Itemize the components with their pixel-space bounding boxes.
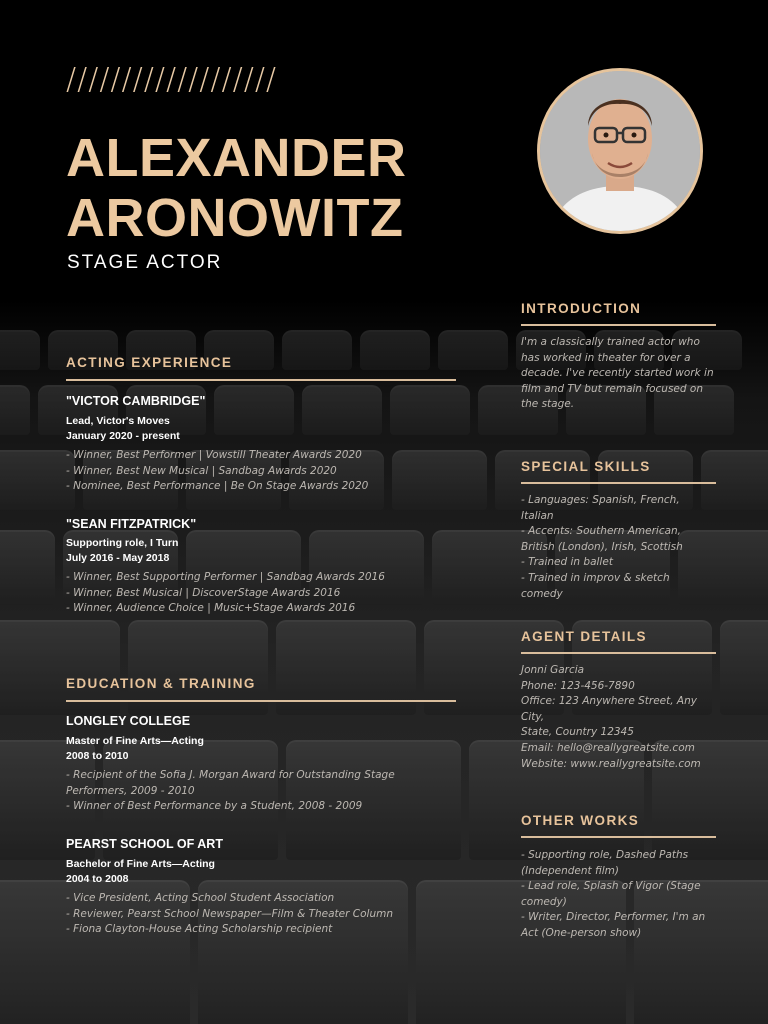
divider [521,482,716,484]
introduction-text [521,335,721,413]
slash-decoration: /////////////////// [66,62,278,97]
list-item: - Winner, Best Supporting Performer | Sandbag Awards 2016 [66,571,385,583]
list-item: comedy [521,587,563,600]
education-list [66,768,395,815]
list-item: (Independent film) [521,864,620,877]
agent-website: Website: www.reallygreatsite.com [521,757,701,770]
other-works-heading: OTHER WORKS [521,813,640,828]
role-details [66,536,178,566]
list-item: - Languages: Spanish, French, [521,494,680,506]
list-item: British (London), Irish, Scottish [521,540,683,553]
name-line-2: ARONOWITZ [66,188,404,248]
list-item: - Accents: Southern American, [521,525,682,538]
list-item: - Winner, Best New Musical | Sandbag Awards 2020 [66,464,337,477]
awards-list [66,570,385,617]
candidate-name [66,128,407,248]
person-portrait-icon [540,71,700,231]
list-item: - Nominee, Best Performance | Be On Stage Awards 2020 [66,480,369,493]
list-item: Italian [521,509,554,522]
name-line-1: ALEXANDER [66,128,407,188]
role-dates: January 2020 - present [66,430,180,442]
divider [521,652,716,654]
agent-phone: Phone: 123-456-7890 [521,679,635,692]
text-line: decade. I've recently started work in [521,367,714,380]
divider [521,324,716,326]
list-item: - Fiona Clayton-House Acting Scholarship recipient [66,923,333,936]
skills-list [521,493,721,602]
text-line: has worked in theater for over a [521,351,691,364]
text-line: film and TV but remain focused on [521,382,703,395]
list-item: - Reviewer, Pearst School Newspaper—Film & Theater Column [66,907,393,920]
list-item: - Vice President, Acting School Student Association [66,892,335,904]
role-title: "SEAN FITZPATRICK" [66,517,197,531]
list-item: - Winner, Audience Choice | Music+Stage Awards 2016 [66,602,356,615]
school-name: PEARST SCHOOL OF ART [66,837,223,851]
special-skills-heading: SPECIAL SKILLS [521,459,651,474]
education-heading: EDUCATION & TRAINING [66,676,256,691]
divider [66,379,456,381]
list-item: Performers, 2009 - 2010 [66,784,195,797]
list-item: comedy) [521,895,567,908]
profile-photo [537,68,703,234]
degree-details [66,857,215,887]
agent-office: Office: 123 Anywhere Street, Any City, [521,695,697,723]
divider [66,700,456,702]
degree-dates: 2004 to 2008 [66,873,129,885]
agent-contact [521,663,721,772]
list-item: Act (One-person show) [521,926,642,939]
degree-details [66,734,204,764]
acting-experience-heading: ACTING EXPERIENCE [66,355,233,370]
text-line: the stage. [521,398,575,411]
agent-details-heading: AGENT DETAILS [521,629,647,644]
degree: Master of Fine Arts—Acting [66,735,204,747]
degree-dates: 2008 to 2010 [66,750,129,762]
list-item: - Winner, Best Performer | Vowstill Theater Awards 2020 [66,449,362,461]
role-production: Supporting role, I Turn [66,537,179,549]
list-item: - Lead role, Splash of Vigor (Stage [521,880,701,893]
list-item: - Supporting role, Dashed Paths [521,849,689,861]
list-item: - Winner, Best Musical | DiscoverStage Awards 2016 [66,586,341,599]
introduction-heading: INTRODUCTION [521,301,642,316]
role-title: "VICTOR CAMBRIDGE" [66,394,206,408]
other-works-list [521,848,721,942]
job-title: STAGE ACTOR [67,252,223,273]
list-item: - Trained in ballet [521,556,613,569]
agent-name: Jonni Garcia [521,664,585,676]
role-production: Lead, Victor's Moves [66,415,170,427]
list-item: - Writer, Director, Performer, I'm an [521,911,706,924]
role-details [66,414,180,444]
education-list [66,891,393,938]
list-item: - Winner of Best Performance by a Student, 2008 - 2009 [66,800,363,813]
divider [521,836,716,838]
agent-email: Email: hello@reallygreatsite.com [521,741,695,754]
list-item: - Trained in improv & sketch [521,571,670,584]
school-name: LONGLEY COLLEGE [66,714,191,728]
list-item: - Recipient of the Sofia J. Morgan Award for Outstanding Stage [66,769,395,781]
agent-office-line-2: State, Country 12345 [521,726,634,739]
degree: Bachelor of Fine Arts—Acting [66,858,215,870]
role-dates: July 2016 - May 2018 [66,552,170,564]
awards-list [66,448,368,495]
text-line: I'm a classically trained actor who [521,336,700,348]
